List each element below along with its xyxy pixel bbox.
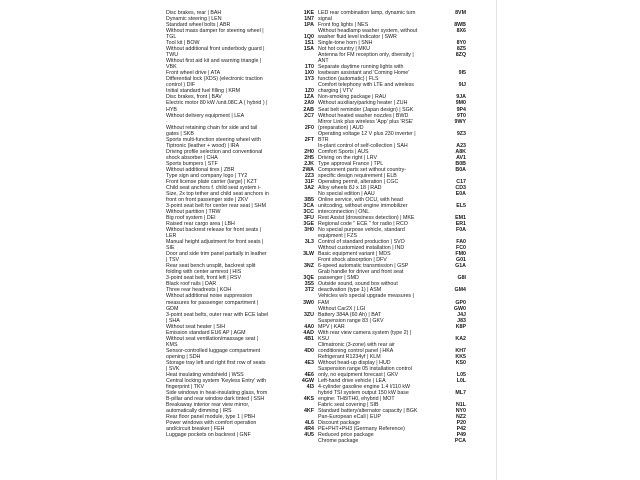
- equipment-code: 2A9: [304, 100, 314, 107]
- equipment-description: In-plant control of self-collection | SAH: [318, 142, 408, 149]
- equipment-description: B-pillar and rear window dark tinted | SSH: [166, 396, 265, 402]
- equipment-code: 3ZU: [303, 311, 314, 318]
- equipment-code: 4D0: [304, 347, 314, 354]
- equipment-description: Without heated washer nozzles | BWD: [318, 112, 409, 119]
- equipment-description: measures for passenger compartment |: [166, 299, 259, 306]
- equipment-line: [166, 432, 314, 438]
- equipment-description: MPV | KAR: [318, 323, 345, 330]
- equipment-code: NZ2: [455, 414, 466, 421]
- equipment-code: 2C7: [304, 112, 314, 119]
- equipment-description: Operating permit, alteration | CGC: [318, 178, 399, 185]
- equipment-description: | TSV: [166, 257, 180, 264]
- equipment-description: KSU: [318, 335, 329, 342]
- equipment-code: P20: [456, 420, 466, 427]
- equipment-code: 2Z3: [304, 172, 314, 179]
- equipment-description: | SVK: [166, 365, 180, 372]
- equipment-code: 4E6: [304, 371, 314, 378]
- equipment-code: 4GW: [301, 377, 314, 384]
- equipment-description: | SHA: [166, 317, 180, 324]
- equipment-code: B0A: [455, 166, 466, 173]
- equipment-code: 8Z5: [456, 46, 466, 53]
- equipment-code: 4E3: [304, 359, 314, 366]
- equipment-description: Without customized installation | IND: [318, 245, 405, 252]
- equipment-description: Front fog lights | NES: [318, 22, 369, 29]
- equipment-description: Mirror Link plus wireless 'App' plus 'RSE': [318, 118, 414, 125]
- equipment-description: Breakaway interior rear view mirror,: [166, 402, 250, 409]
- equipment-code: FC0: [455, 245, 466, 252]
- equipment-code: 4L6: [304, 420, 314, 427]
- equipment-code: 2AB: [303, 106, 314, 113]
- page-edge-divider: [496, 0, 497, 480]
- equipment-code: G01: [455, 257, 466, 264]
- equipment-code: 9M0: [455, 100, 466, 107]
- equipment-description: Chrome package: [318, 438, 359, 445]
- equipment-description: Component parts set without country-: [318, 166, 407, 173]
- equipment-description: Without additional noise suppression: [166, 293, 253, 300]
- equipment-description: 3-point seat belts, outer rear with ECE label: [166, 311, 269, 318]
- equipment-description: Sports multi-function steering wheel with: [166, 136, 261, 143]
- equipment-code: KH7: [455, 347, 466, 354]
- equipment-description: With rear view camera system (type 2) |: [318, 329, 412, 336]
- equipment-code: 1Q0: [303, 34, 314, 41]
- equipment-description: Front wheel drive | ATA: [166, 70, 221, 77]
- equipment-code: GW0: [453, 305, 466, 312]
- equipment-code: 2WA: [302, 166, 314, 173]
- equipment-description: Rear floor panel module, type 1 | PBH: [166, 414, 256, 421]
- equipment-code: 3A2: [304, 184, 314, 191]
- equipment-description: Reduced price package: [318, 432, 374, 439]
- equipment-description: Without backrest release for front seats |: [166, 227, 261, 234]
- equipment-code: G1A: [455, 263, 466, 270]
- equipment-description: No special edition | AAU: [318, 190, 375, 197]
- equipment-code: 3GE: [303, 221, 314, 228]
- equipment-code: 3H0: [304, 227, 314, 234]
- equipment-description: and/circuit breaker | FEH: [166, 426, 225, 433]
- equipment-description: Refrigerant R1234yf | KLM: [318, 353, 381, 360]
- equipment-description: Without additional front underbody guard |: [166, 46, 265, 53]
- equipment-description: Without auxiliary/parking heater | ZUH: [318, 100, 408, 107]
- equipment-description: No special purpose vehicle, standard: [318, 227, 405, 234]
- equipment-code: KA2: [455, 335, 466, 342]
- equipment-code: 4R4: [304, 426, 314, 433]
- equipment-code: J4J: [457, 311, 466, 318]
- equipment-code: 1N7: [304, 16, 314, 23]
- equipment-code: 1X0: [304, 70, 314, 77]
- equipment-description: Side windows in heat-insulating glass, from: [166, 389, 268, 396]
- equipment-code: 3CC: [303, 209, 314, 216]
- equipment-description: Discount package: [318, 420, 361, 427]
- equipment-code: 3FU: [303, 215, 314, 222]
- equipment-description: passenger | SMD: [318, 275, 359, 282]
- equipment-description: Antenna for FM reception only, diversity |: [318, 52, 414, 59]
- equipment-code: 3S5: [304, 281, 314, 288]
- equipment-description: Front shock absorption | DFV: [318, 257, 387, 264]
- equipment-description: VBK: [166, 64, 177, 71]
- equipment-description: Type sign and company logo | TY2: [166, 172, 248, 179]
- equipment-description: Outside sound, sound box without: [318, 281, 398, 288]
- equipment-code: 4I3: [306, 383, 314, 390]
- equipment-description: Comfort Sports | AUS: [318, 148, 369, 155]
- equipment-code: C17: [456, 178, 466, 185]
- equipment-description: BTR: [318, 136, 329, 143]
- equipment-description: Differential lock (XDS) (electronic traction: [166, 76, 263, 83]
- equipment-description: Control of standard production | SVO: [318, 239, 405, 246]
- equipment-description: Disc brakes, rear | BAH: [166, 10, 222, 16]
- equipment-description: control ) DIF: [166, 82, 196, 89]
- equipment-description: Basic equipment variant | MDS: [318, 251, 391, 258]
- equipment-description: interconnection | ONL: [318, 209, 370, 216]
- equipment-description: PE+PHT+PH3 (Germany Reference): [318, 426, 405, 433]
- equipment-description: Driving profile selection and conventional: [166, 148, 263, 155]
- equipment-code: CD3: [455, 184, 466, 191]
- equipment-description: (preparation) | AUD: [318, 124, 364, 131]
- equipment-description: Without additional tires | ZBR: [166, 166, 235, 173]
- equipment-code: A8K: [455, 148, 466, 155]
- equipment-code: 2H0: [304, 148, 314, 155]
- equipment-list-right: [318, 10, 438, 444]
- equipment-description: Size, 2x top tether and child seat anchors in: [166, 190, 269, 197]
- equipment-description: specific design requirement | ELB: [318, 172, 397, 179]
- equipment-description: Battery 384A (60 Ah) | BAT: [318, 311, 382, 318]
- equipment-code: 3CA: [303, 203, 314, 209]
- equipment-description: GDM: [166, 305, 179, 312]
- equipment-description: Dynamic steering | LEN: [166, 16, 222, 23]
- equipment-description: Driving on the right | LRV: [318, 154, 377, 161]
- equipment-description: Vehicles w/o special upgrade measures |: [318, 293, 414, 300]
- equipment-description: TWU: [166, 52, 179, 59]
- equipment-description: Suspension range 83 | GKV: [318, 317, 384, 324]
- equipment-code: ML7: [455, 389, 466, 396]
- equipment-code: 9IJ: [458, 82, 466, 89]
- equipment-description: Without delivery equipment | LEA: [166, 112, 245, 119]
- equipment-code: 4KS: [303, 396, 314, 402]
- equipment-code: 31F: [304, 178, 314, 185]
- equipment-code: G8I: [457, 275, 466, 282]
- equipment-description: conditioning control panel | HKA: [318, 347, 394, 354]
- equipment-description: Without mass damper for steering wheel |: [166, 28, 264, 35]
- equipment-code: 9P4: [456, 106, 466, 113]
- equipment-code: 9Z3: [456, 130, 466, 137]
- equipment-description: Fabric seat covering | SIB: [318, 402, 379, 409]
- equipment-description: folding with center armrest | HIS: [166, 269, 242, 276]
- equipment-description: 3-point seat belt, front left | RSV: [166, 275, 241, 282]
- equipment-description: Sensor-controlled luggage compartment: [166, 347, 261, 354]
- equipment-description: function (automatic) | FLS: [318, 76, 379, 83]
- equipment-code: 9WY: [454, 118, 466, 125]
- equipment-description: TGL: [166, 34, 177, 41]
- equipment-code: 4AD: [303, 329, 314, 336]
- equipment-description: Not hot country | MKU: [318, 46, 371, 53]
- equipment-description: Manual height adjustment for front seats |: [166, 239, 264, 246]
- equipment-description: Seat belt reminder (Japan design) | SGK: [318, 106, 414, 113]
- equipment-code: 1SA: [303, 46, 314, 53]
- equipment-code: 1Z0: [304, 88, 314, 95]
- equipment-code: 9T0: [456, 112, 466, 119]
- equipment-description: Emission standard EU6 AP | AGM: [166, 329, 246, 336]
- equipment-description: LED rear combination lamp, dynamic turn: [318, 10, 416, 16]
- equipment-description: SIE: [166, 245, 175, 252]
- equipment-description: automatically dimming | IRS: [166, 408, 232, 415]
- equipment-description: Electric motor 80 kW /unit.08C.A ( hybrid ) |: [166, 100, 268, 107]
- equipment-code: 8X6: [456, 28, 466, 35]
- equipment-description: Climatronic (3-zone) with rear air: [318, 341, 395, 348]
- equipment-description: Luggage pockets on backrest | GNF: [166, 432, 251, 439]
- equipment-description: Without partition | TRW: [166, 209, 221, 216]
- equipment-description: Power windows with comfort operation: [166, 420, 257, 427]
- equipment-code: 2JK: [304, 160, 314, 167]
- equipment-description: ·: [166, 118, 168, 125]
- equipment-code: 8ZQ: [455, 52, 466, 59]
- equipment-code: 1T0: [304, 64, 314, 71]
- equipment-code: EL5: [456, 203, 466, 209]
- equipment-description: gates | SKB: [166, 130, 194, 137]
- equipment-description: HYB: [166, 106, 177, 113]
- equipment-description: equipment | FZS: [318, 233, 358, 240]
- equipment-code: 3T2: [304, 287, 314, 294]
- equipment-description: fingerprint | TKV: [166, 383, 205, 390]
- equipment-code: GP0: [455, 299, 466, 306]
- equipment-description: engine: TH8/TH0, ehybrid | MOT: [318, 396, 395, 402]
- equipment-code: ER1: [455, 221, 466, 228]
- equipment-description: signal: [318, 16, 332, 23]
- equipment-code: L05: [456, 371, 466, 378]
- equipment-description: Operating voltage 12 V plus 230 inverter |: [318, 130, 416, 137]
- equipment-description: Left-hand drive vehicle | LEA: [318, 377, 386, 384]
- equipment-description: Comfort telephony with LTE and wireless: [318, 82, 414, 89]
- equipment-code: 9I5: [458, 70, 466, 77]
- equipment-description: Standard battery/alternator capacity | BGK: [318, 408, 418, 415]
- equipment-code: EM1: [455, 215, 466, 222]
- equipment-description: Grab handle for driver and front seat: [318, 269, 404, 276]
- equipment-description: Single-tone horn | SNH: [318, 40, 373, 47]
- equipment-description: deactivation (type 1) | ASM: [318, 287, 382, 294]
- equipment-description: Child seat anchors f. child seat system i-: [166, 184, 261, 191]
- equipment-description: Black roof rails | DAR: [166, 281, 217, 288]
- equipment-description: Without seat heater | SIH: [166, 323, 226, 330]
- equipment-code: 4U5: [304, 432, 314, 439]
- equipment-description: Rear seat bench unsplit, backrest split: [166, 263, 256, 270]
- equipment-description: only, no equipment forecast | GKV: [318, 371, 399, 378]
- equipment-code: F0A: [455, 227, 466, 234]
- equipment-code: 8Y0: [456, 40, 466, 47]
- equipment-description: washer fluid level indicator | SWR: [318, 34, 397, 41]
- equipment-description: ANT: [318, 58, 329, 65]
- equipment-code: 1PA: [304, 22, 314, 29]
- equipment-description: Standard wheel bolts | ABR: [166, 22, 231, 29]
- equipment-line: [318, 438, 438, 444]
- equipment-code: 3LW: [303, 251, 314, 258]
- equipment-code: 1S1: [304, 40, 314, 47]
- equipment-code: L0L: [456, 377, 466, 384]
- equipment-code: NY0: [455, 408, 466, 415]
- equipment-code: J83: [457, 317, 466, 324]
- equipment-description: Sports bumpers | STF: [166, 160, 218, 167]
- equipment-description: Alloy wheels 8J x 18 | RAD: [318, 184, 382, 191]
- equipment-description: Without head-up display | HUD: [318, 359, 391, 366]
- equipment-description: KMS: [166, 341, 178, 348]
- equipment-description: Front license plate carrier (large) | KZT: [166, 178, 257, 185]
- equipment-code: 3L3: [304, 239, 314, 246]
- equipment-code: 8VM: [455, 10, 466, 16]
- equipment-code: KS0: [455, 359, 466, 366]
- equipment-description: 6-speed automatic transmission | GSP: [318, 263, 409, 270]
- equipment-code: 4KF: [303, 408, 314, 415]
- equipment-description: front on front passenger side | ZKV: [166, 196, 249, 203]
- equipment-description: LER: [166, 233, 177, 240]
- equipment-code: 4B1: [304, 335, 314, 342]
- equipment-code: KK5: [455, 353, 466, 360]
- equipment-description: hybrid TSI system output 150 kW base: [318, 389, 409, 396]
- equipment-description: 3-point seat belt for center rear seat | SHM: [166, 203, 267, 209]
- equipment-code: K8P: [455, 323, 466, 330]
- equipment-code: 9JA: [456, 94, 466, 101]
- equipment-description: Rest Assist (drowsiness detection) | MKE: [318, 215, 415, 222]
- equipment-code: 1ZA: [303, 94, 314, 101]
- equipment-description: Disc brakes, front | BAV: [166, 94, 222, 101]
- equipment-description: Suspension range 05 installation control: [318, 365, 412, 372]
- equipment-description: Pan-European eCall | EUP: [318, 414, 381, 421]
- equipment-description: unitcoding, without engine immobilizer: [318, 203, 408, 209]
- equipment-description: Heat insulating windshield | WSS: [166, 371, 244, 378]
- equipment-code: 1KE: [303, 10, 314, 16]
- equipment-code: E0A: [455, 190, 466, 197]
- equipment-description: Raised rear cargo area | LBH: [166, 221, 235, 228]
- equipment-description: Initial standard fuel filling | KRM: [166, 88, 241, 95]
- equipment-description: Door and side trim panel partially in leather: [166, 251, 267, 258]
- equipment-description: Without first aid kit and warning triangle |: [166, 58, 262, 65]
- equipment-code: A23: [456, 142, 466, 149]
- equipment-description: Regional code " ECE " for radio | RCO: [318, 221, 408, 228]
- equipment-code: 2F0: [304, 124, 314, 131]
- equipment-description: Separate daytime running lights with: [318, 64, 404, 71]
- equipment-description: shock absorber | CHA: [166, 154, 218, 161]
- equipment-code: 3NZ: [303, 263, 314, 270]
- equipment-code: PCA: [454, 438, 466, 445]
- equipment-code: 1Y3: [304, 76, 314, 83]
- equipment-description: FAM: [318, 299, 329, 306]
- equipment-description: 4-cylinder gasoline engine 1.4 l/110 kW: [318, 383, 411, 390]
- equipment-description: Type approval France | TPL: [318, 160, 384, 167]
- equipment-description: Three rear headrests | KOH: [166, 287, 232, 294]
- equipment-code: P49: [456, 432, 466, 439]
- equipment-description: charging | VTV: [318, 88, 353, 95]
- equipment-description: Without Car2X | LGI: [318, 305, 366, 312]
- equipment-description: Central locking system 'Keyless Entry' with: [166, 377, 267, 384]
- equipment-description: Storage tray left and right first row of seats: [166, 359, 266, 366]
- equipment-description: Tool kit | BOW: [166, 40, 200, 47]
- equipment-code: AV1: [456, 154, 466, 161]
- equipment-code: N1L: [455, 402, 466, 409]
- equipment-code: GM4: [454, 287, 466, 294]
- equipment-code-column: [438, 10, 466, 444]
- equipment-description: Big roof system | DEI: [166, 215, 216, 222]
- equipment-description: Without seat ventilation/massage seat |: [166, 335, 259, 342]
- equipment-code: 2FT: [304, 136, 314, 143]
- equipment-description: Without headlamp washer system, without: [318, 28, 418, 35]
- equipment-code: P42: [456, 426, 466, 433]
- equipment-code: 4A0: [304, 323, 314, 330]
- equipment-description: Non-smoking package | RAU: [318, 94, 387, 101]
- equipment-code: 2H5: [304, 154, 314, 161]
- equipment-code: 3W0: [303, 299, 314, 306]
- equipment-description: Online service, with OCU, with head: [318, 196, 403, 203]
- equipment-code: 3B5: [304, 196, 314, 203]
- equipment-description: Tiptronic (leather + wood) | IRA: [166, 142, 240, 149]
- equipment-code: FM0: [455, 251, 466, 258]
- equipment-code: 8WB: [454, 22, 466, 29]
- equipment-description: opening | SDH: [166, 353, 201, 360]
- equipment-code: 3QE: [303, 275, 314, 282]
- equipment-code: FA0: [456, 239, 466, 246]
- equipment-description: lowbeam assistant and 'Coming Home': [318, 70, 410, 77]
- equipment-code: B0B: [455, 160, 466, 167]
- equipment-description: Without retaining chain for side and tail: [166, 124, 258, 131]
- equipment-list-left: [166, 10, 314, 438]
